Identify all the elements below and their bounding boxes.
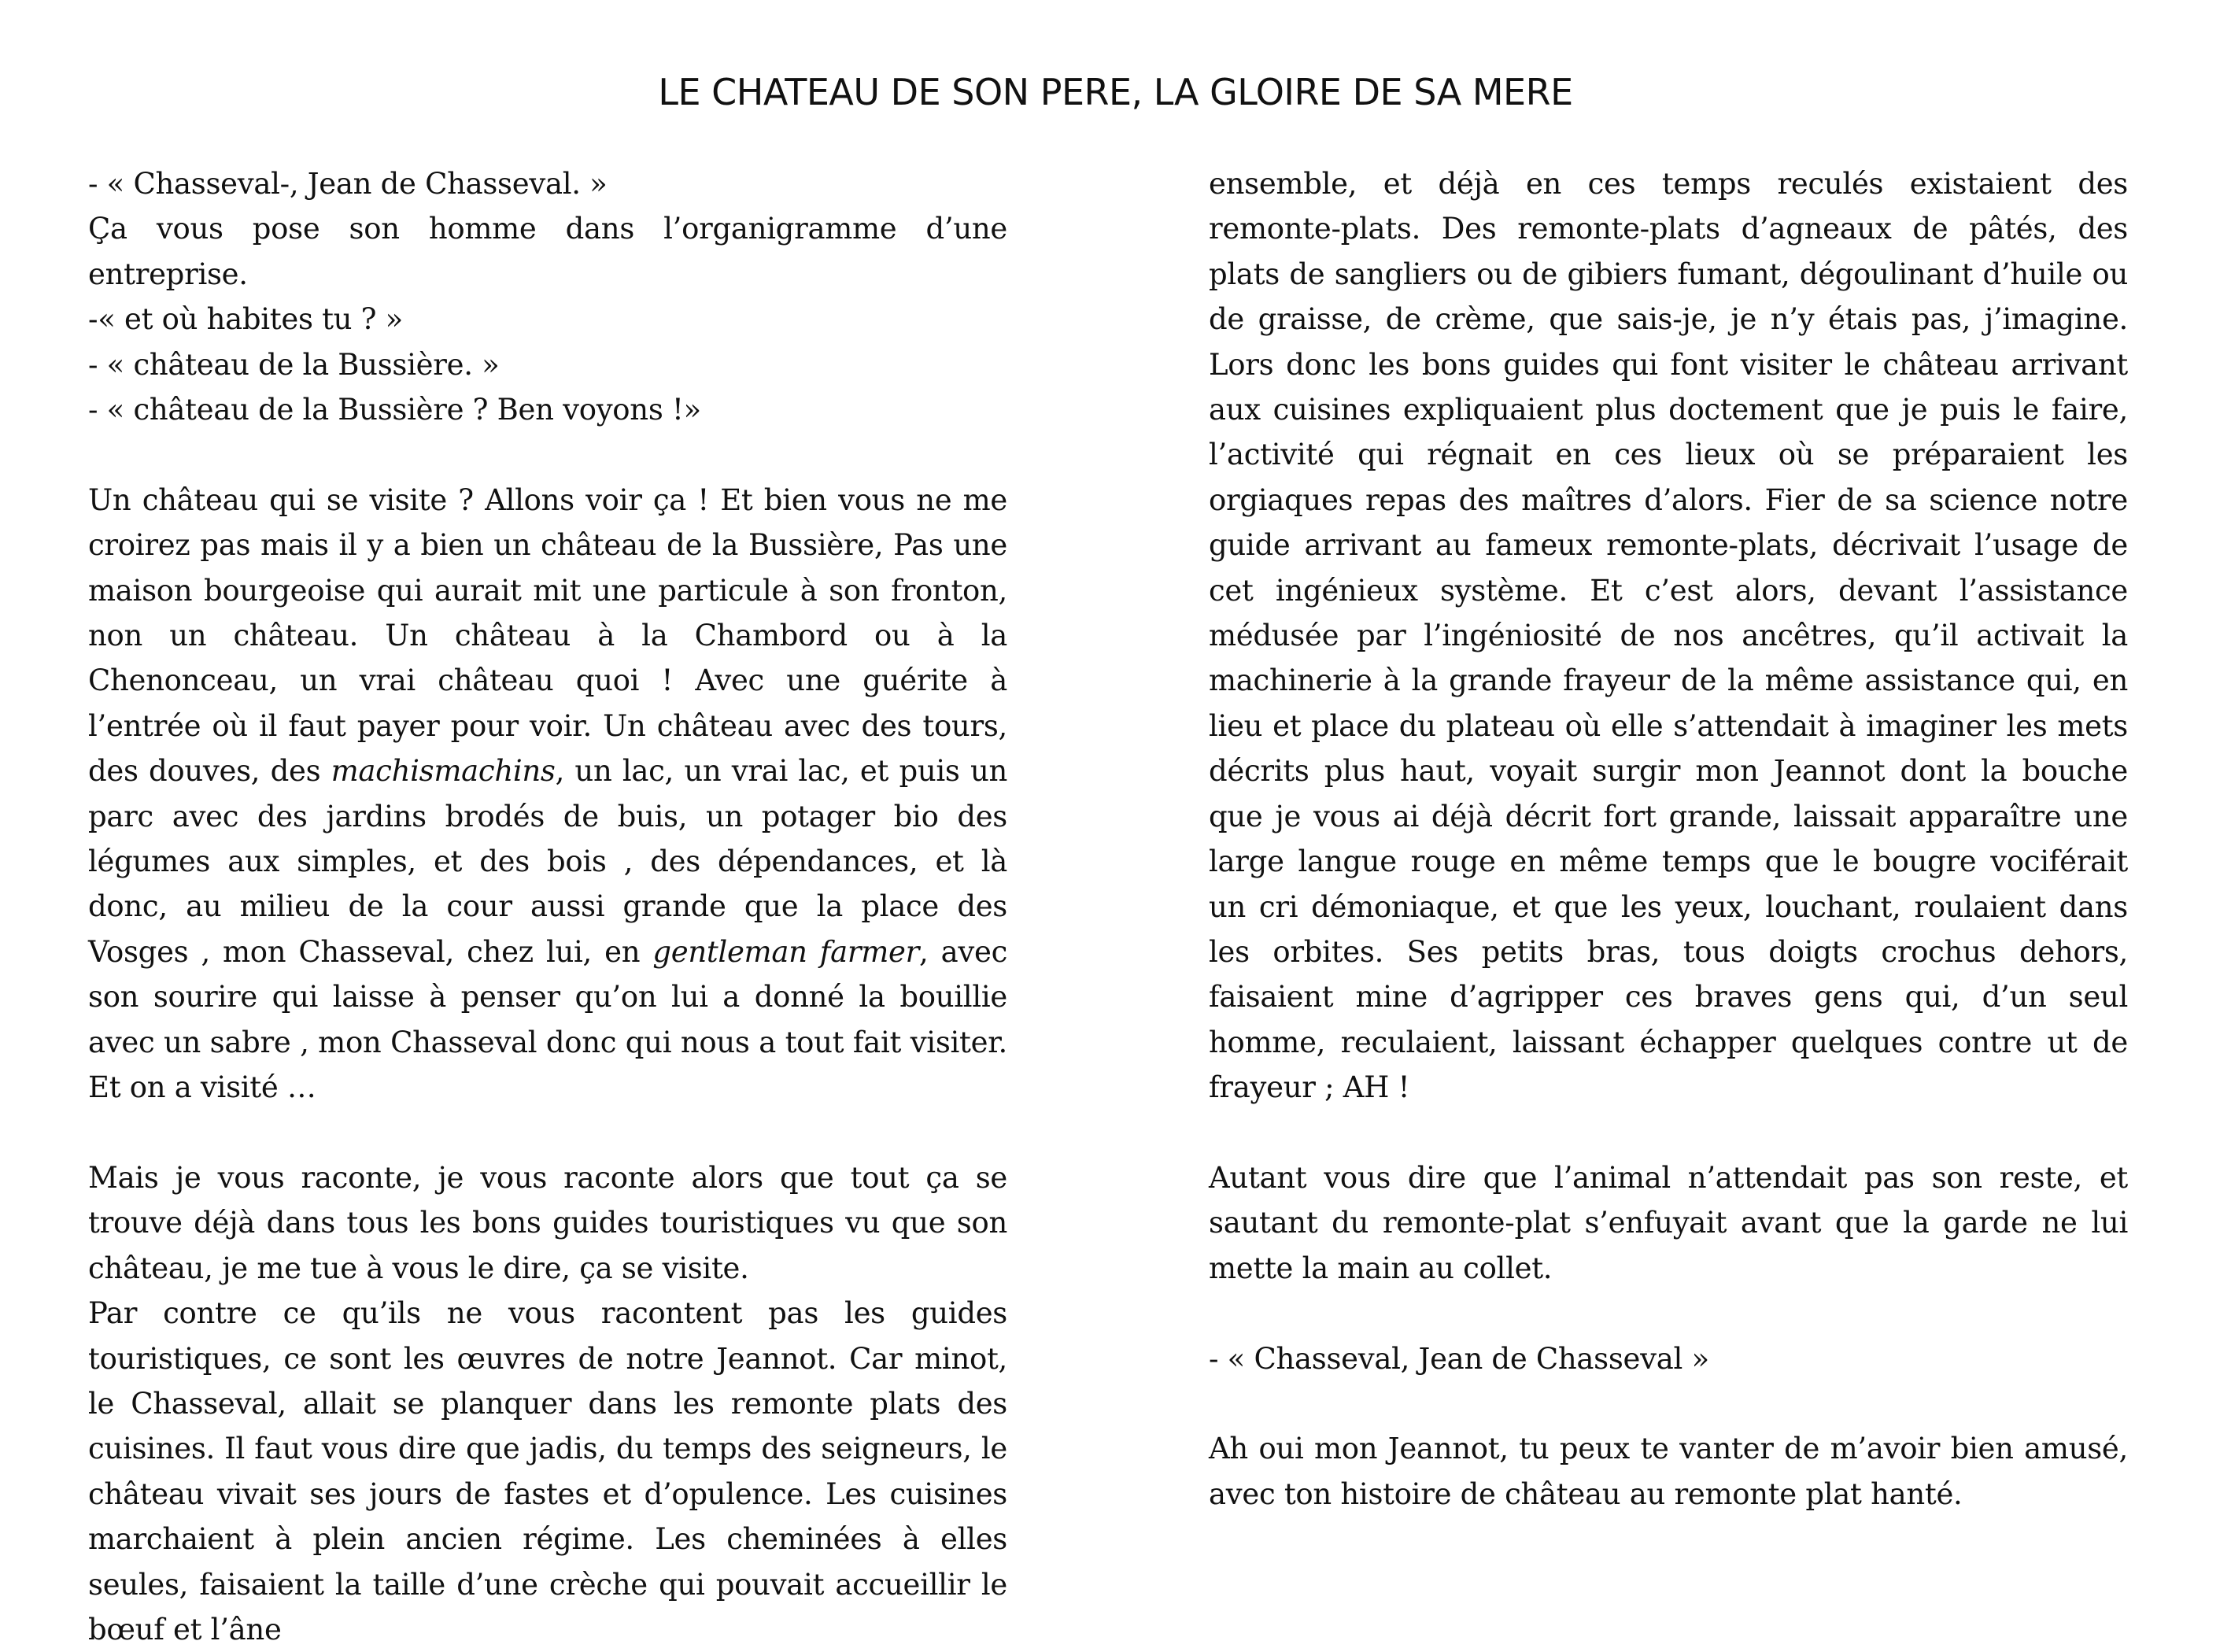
dialogue-line: - « château de la Bussière ? Ben voyons !»: [88, 393, 701, 427]
text-run: , avec son sourire qui laisse à penser qu’on lui a donné la bouillie avec un sabre , mon Chasseval donc qui nous a tout fait visiter. Et on a visité …: [88, 934, 1007, 1105]
text-run: Un château qui se visite ? Allons voir ça ! Et bien vous ne me croirez pas mais il y a bien un château de la Bussière, Pas une maison bourgeoise qui aurait mit une particule à son fronton, non un château. Un château à la Chambord ou à la Chenonceau, un vrai château quoi ! Avec une guérite à l’entrée où il faut payer pour voir. Un château avec des tours, des douves, des: [88, 482, 1007, 789]
paragraph-closing: Ah oui mon Jeannot, tu peux te vanter de m’avoir bien amusé, avec ton histoire de château au remonte plat hanté.: [1209, 1432, 2128, 1511]
italic-term: machismachins: [331, 754, 556, 789]
dialogue-line: -« et où habites tu ? »: [88, 302, 404, 337]
paragraph-jeannot-works: Par contre ce qu’ils ne vous racontent pas les guides touristiques, ce sont les œuvres de notre Jeannot. Car minot, le Chasseval, allait se planquer dans les remonte plats des cuisines. Il faut vous dire que jadis, du temps des seigneurs, le château vivait ses jours de fastes et d’opulence. Les cuisines marchaient à plein ancien régime. Les cheminées à elles seules, faisaient la taille d’une crèche qui pouvait accueillir le bœuf et l’âne: [88, 1296, 1007, 1646]
italic-term: gentleman farmer: [652, 934, 920, 969]
paragraph-chateau-visit: [88, 478, 1007, 1111]
paragraph-escape: Autant vous dire que l’animal n’attendait pas son reste, et sautant du remonte-plat s’enfuyait avant que la garde ne lui mette la main au collet.: [1209, 1160, 2128, 1285]
dialogue-line: - « château de la Bussière. »: [88, 347, 500, 382]
left-column: [88, 161, 1007, 1652]
page-title: LE CHATEAU DE SON PERE, LA GLOIRE DE SA MERE: [658, 71, 1573, 113]
dialogue-line: Ça vous pose son homme dans l’organigramme d’une entreprise.: [88, 212, 1007, 291]
dialogue-line: - « Chasseval-, Jean de Chasseval. »: [88, 167, 608, 201]
paragraph-remonte-plats: ensemble, et déjà en ces temps reculés existaient des remonte-plats. Des remonte-plats d’agneaux de pâtés, des plats de sangliers ou de gibiers fumant, dégoulinant d’huile ou de graisse, de crème, que sais-je, je n’y étais pas, j’imagine. Lors donc les bons guides qui font visiter le château arrivant aux cuisines expliquaient plus doctement que je puis le faire, l’activité qui régnait en ces lieux où se préparaient les orgiaques repas des maîtres d’alors. Fier de sa science notre guide arrivant au fameux remonte-plats, décrivait l’usage de cet ingénieux système. Et c’est alors, devant l’assistance médusée par l’ingéniosité de nos ancêtres, qu’il activait la machinerie à la grande frayeur de la même assistance qui, en lieu et place du plateau où elle s’attendait à imaginer les mets décrits plus haut, voyait surgir mon Jeannot dont la bouche que je vous ai déjà décrit fort grande, laissait apparaître une large langue rouge en même temps que le bougre vociférait un cri démoniaque, et que les yeux, louchant, roulaient dans les orbites. Ses petits bras, tous doigts crochus dehors, faisaient mine d’agripper ces braves gens qui, d’un seul homme, reculaient, laissant échapper quelques contre ut de frayeur ; AH !: [1209, 167, 2128, 1105]
paragraph-guides: Mais je vous raconte, je vous raconte alors que tout ça se trouve déjà dans tous les bons guides touristiques vu que son château, je me tue à vous le dire, ça se visite.: [88, 1160, 1007, 1285]
text-run: , un lac, un vrai lac, et puis un parc avec des jardins brodés de buis, un potager bio des légumes aux simples, et des bois , des dépendances, et là donc, au milieu de la cour aussi grande que la place des Vosges , mon Chasseval, chez lui, en: [88, 754, 1007, 969]
dialogue-line: - « Chasseval, Jean de Chasseval »: [1209, 1341, 1709, 1376]
right-column: [1209, 161, 2128, 1517]
